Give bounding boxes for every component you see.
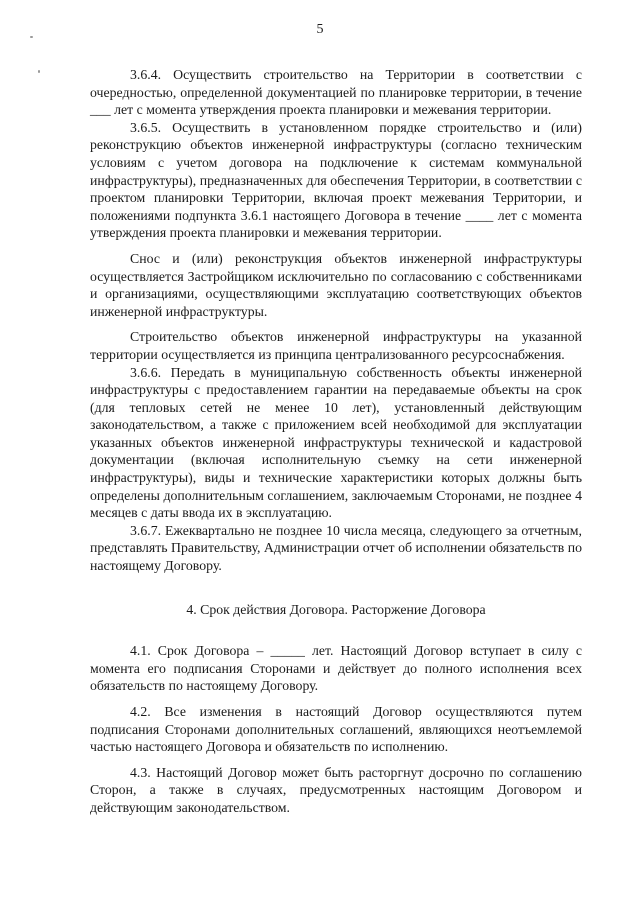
paragraph-3-6-7: 3.6.7. Ежеквартально не позднее 10 числа месяца, следующего за отчетным, представлять Правительству, Администрации отчет об исполнении обязательств по настоящему Договору.	[90, 522, 582, 574]
paragraph-3-6-4: 3.6.4. Осуществить строительство на Территории в соответствии с очередностью, определенной документацией по планировке территории, в течение ___ лет с момента утверждения проекта планировки и межевания территории.	[90, 67, 582, 118]
paragraph-4-1: 4.1. Срок Договора – _____ лет. Настоящий Договор вступает в силу с момента его подписания Сторонами и действует до полного исполнения всех обязательств по настоящему Договору.	[90, 643, 582, 694]
section-heading: 4. Срок действия Договора. Расторжение Договора	[186, 601, 486, 617]
page-number: 5	[316, 22, 324, 37]
paragraph-4-2: 4.2. Все изменения в настоящий Договор осуществляются путем подписания Сторонами дополнительных соглашений, являющихся неотъемлемой частью настоящего Договора и обязательств по исполнению.	[90, 704, 582, 755]
paragraph-3-6-5: 3.6.5. Осуществить в установленном порядке строительство и (или) реконструкцию объектов инженерной инфраструктуры (согласно техническим условиям с учетом договора на подключение к системам коммунальной инфраструктуры), предназначенных для обеспечения Территории, в соответствии с проектом планировки Территории, включая проект межевания Территории, и положениями подпункта 3.6.1 настоящего Договора в течение ____ лет с момента утверждения проекта планировки и межевания территории.	[90, 119, 582, 241]
paragraph-4-3: 4.3. Настоящий Договор может быть расторгнут досрочно по соглашению Сторон, а также в случаях, предусмотренных настоящим Договором и действующим законодательством.	[90, 764, 582, 815]
paragraph-demolition: Снос и (или) реконструкция объектов инженерной инфраструктуры осуществляется Застройщиком исключительно по согласованию с собственниками и организациями, осуществляющими эксплуатацию соответствующих объектов инженерной инфраструктуры.	[90, 250, 582, 319]
paragraph-construction: Строительство объектов инженерной инфраструктуры на указанной территории осуществляется из принципа централизованного ресурсоснабжения.	[90, 329, 582, 362]
document-body	[90, 66, 582, 817]
paragraph-3-6-6: 3.6.6. Передать в муниципальную собственность объекты инженерной инфраструктуры с предоставлением гарантии на передаваемые объекты на срок (для тепловых сетей не менее 10 лет), установленный действующим законодательством, а также с приложением всей необходимой для эксплуатации указанных объектов инженерной инфраструктуры технической и кадастровой документации (включая исполнительную съемку на сети инженерной инфраструктуры), виды и технические характеристики которых должны быть определены дополнительным соглашением, заключаемым Сторонами, не позднее 4 месяцев с даты ввода их в эксплуатацию.	[90, 364, 582, 521]
scan-mark	[38, 70, 40, 73]
